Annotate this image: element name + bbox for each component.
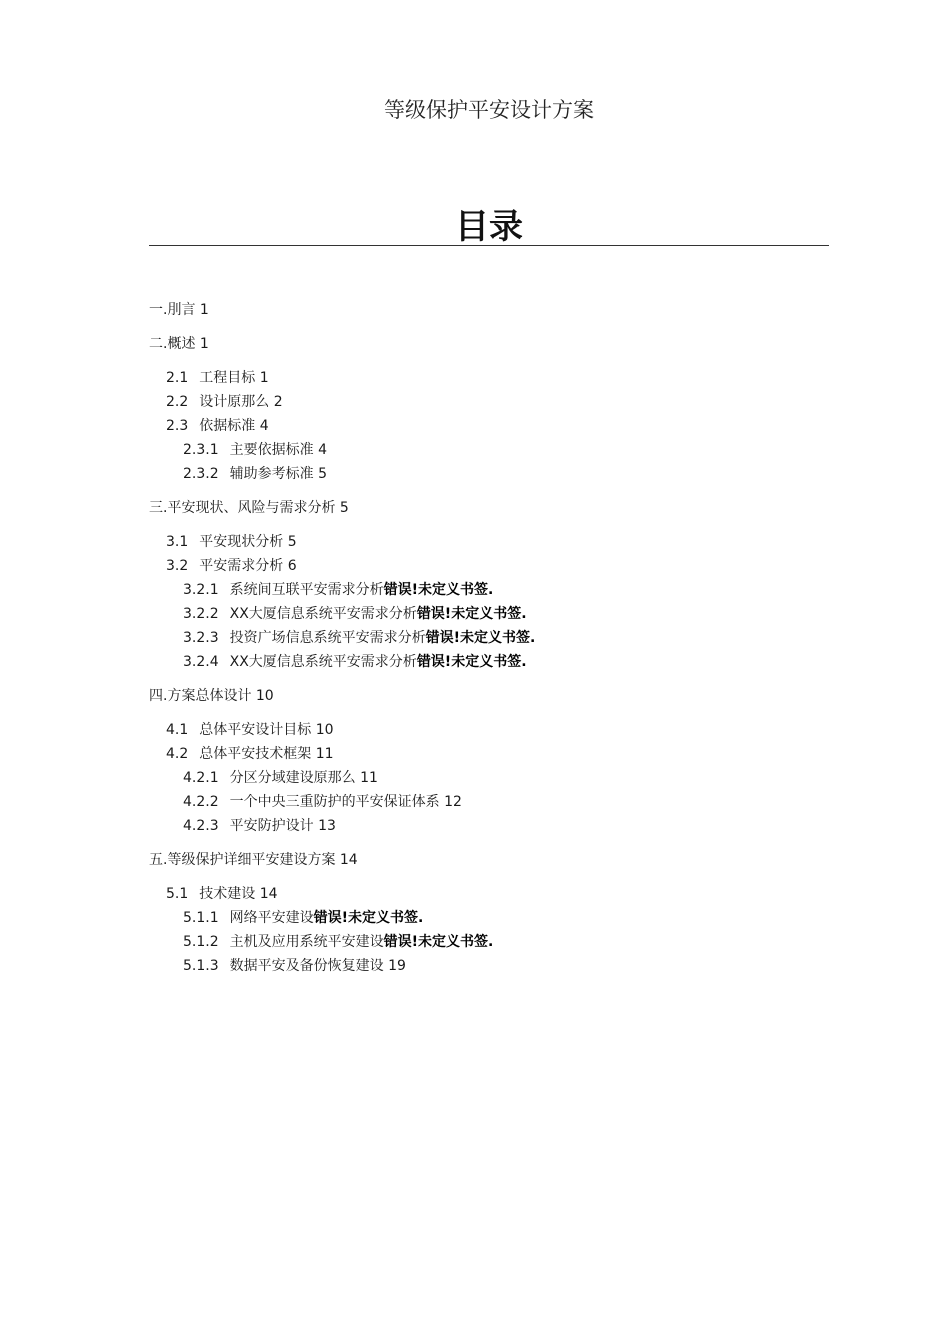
toc-entry-number: 3.2.4: [183, 654, 219, 670]
toc-entry-number: 5.1.2: [183, 934, 219, 950]
toc-entry-label: 二.概述: [149, 336, 196, 352]
toc-entry[interactable]: [183, 956, 406, 976]
toc-entry[interactable]: [166, 744, 334, 764]
toc-entry-number: 2.3.2: [183, 466, 219, 482]
toc-entry-number: 4.2: [166, 746, 189, 762]
toc-entry-label: 主机及应用系统平安建设: [229, 934, 384, 950]
toc-entry-page: 5: [313, 466, 327, 482]
toc-entry[interactable]: [149, 686, 274, 706]
toc-entry-page: 14: [255, 886, 278, 902]
document-title: 等级保护平安设计方案: [384, 98, 594, 122]
toc-entry[interactable]: [149, 300, 209, 320]
toc-entry[interactable]: [149, 498, 349, 518]
toc-entry-error: 错误!未定义书签.: [313, 910, 424, 926]
toc-entry-number: 4.2.3: [183, 818, 219, 834]
toc-entry-number: 3.1: [166, 534, 189, 550]
toc-entry-page: 13: [313, 818, 336, 834]
toc-entry-error: 错误!未定义书签.: [425, 630, 536, 646]
toc-entry[interactable]: [183, 464, 327, 484]
toc-entry-label: 平安现状分析: [199, 534, 284, 550]
toc-entry-label: 辅助参考标准: [229, 466, 314, 482]
toc-entry-label: 投资广场信息系统平安需求分析: [229, 630, 426, 646]
toc-entry-page: 1: [195, 336, 209, 352]
toc-entry[interactable]: [166, 532, 297, 552]
toc-entry-label: 系统间互联平安需求分析: [229, 582, 384, 598]
toc-entry[interactable]: [183, 908, 423, 928]
toc-entry-label: 设计原那么: [199, 394, 270, 410]
toc-entry[interactable]: [166, 720, 334, 740]
toc-entry-label: 总体平安技术框架: [199, 746, 312, 762]
toc-entry[interactable]: [183, 580, 493, 600]
toc-entry[interactable]: [166, 392, 283, 412]
toc-entry-label: 工程目标: [199, 370, 256, 386]
toc-entry-error: 错误!未定义书签.: [416, 606, 527, 622]
toc-entry-label: 总体平安设计目标: [199, 722, 312, 738]
toc-entry-error: 错误!未定义书签.: [416, 654, 527, 670]
toc-entry-label: 依据标准: [199, 418, 256, 434]
toc-entry[interactable]: [183, 604, 527, 624]
toc-entry-page: 12: [439, 794, 462, 810]
toc-entry-number: 2.1: [166, 370, 189, 386]
toc-entry-page: 4: [313, 442, 327, 458]
toc-entry-page: 1: [195, 302, 209, 318]
toc-entry[interactable]: [183, 440, 327, 460]
toc-entry[interactable]: [183, 652, 527, 672]
toc-entry-label: 平安防护设计: [229, 818, 314, 834]
toc-entry-page: 11: [355, 770, 378, 786]
toc-entry-number: 2.3.1: [183, 442, 219, 458]
toc-entry-page: 1: [255, 370, 269, 386]
toc-heading: 目录: [149, 205, 829, 246]
toc-entry-number: 3.2.2: [183, 606, 219, 622]
toc-entry-number: 2.3: [166, 418, 189, 434]
toc-entry[interactable]: [183, 792, 462, 812]
toc-entry-label: 五.等级保护详细平安建设方案: [149, 852, 336, 868]
toc-entry[interactable]: [149, 334, 209, 354]
toc-entry-page: 14: [335, 852, 358, 868]
toc-entry[interactable]: [149, 850, 358, 870]
toc-entry-error: 错误!未定义书签.: [383, 934, 494, 950]
toc-entry-label: 主要依据标准: [229, 442, 314, 458]
toc-entry-label: 一个中央三重防护的平安保证体系: [229, 794, 440, 810]
toc-entry-label: XX大厦信息系统平安需求分析: [229, 654, 417, 670]
toc-entry-label: 平安需求分析: [199, 558, 284, 574]
toc-entry-label: 数据平安及备份恢复建设: [229, 958, 384, 974]
toc-entry-number: 3.2.3: [183, 630, 219, 646]
toc-entry[interactable]: [183, 816, 336, 836]
toc-entry-label: 三.平安现状、风险与需求分析: [149, 500, 336, 516]
toc-entry-page: 19: [383, 958, 406, 974]
toc-entry-label: XX大厦信息系统平安需求分析: [229, 606, 417, 622]
toc-entry-number: 4.2.1: [183, 770, 219, 786]
toc-entry-label: 网络平安建设: [229, 910, 314, 926]
toc-entry-page: 10: [251, 688, 274, 704]
toc-entry-page: 6: [283, 558, 297, 574]
toc-entry[interactable]: [183, 628, 535, 648]
toc-entry-number: 3.2: [166, 558, 189, 574]
toc-entry-page: 5: [283, 534, 297, 550]
toc-entry-number: 5.1.1: [183, 910, 219, 926]
toc-entry[interactable]: [183, 768, 378, 788]
toc-entry-label: 技术建设: [199, 886, 256, 902]
toc-entry-page: 11: [311, 746, 334, 762]
toc-entry-error: 错误!未定义书签.: [383, 582, 494, 598]
toc-entry-number: 5.1: [166, 886, 189, 902]
toc-entry-number: 2.2: [166, 394, 189, 410]
toc-entry-label: 分区分域建设原那么: [229, 770, 356, 786]
toc-entry-page: 10: [311, 722, 334, 738]
toc-entry-page: 4: [255, 418, 269, 434]
toc-entry[interactable]: [166, 416, 269, 436]
toc-entry-page: 5: [335, 500, 349, 516]
toc-entry-label: 一.刖言: [149, 302, 196, 318]
toc-entry-number: 5.1.3: [183, 958, 219, 974]
toc-entry[interactable]: [183, 932, 493, 952]
toc-entry[interactable]: [166, 556, 297, 576]
toc-entry[interactable]: [166, 884, 278, 904]
toc-entry-number: 4.2.2: [183, 794, 219, 810]
toc-entry-page: 2: [269, 394, 283, 410]
toc-entry-label: 四.方案总体设计: [149, 688, 252, 704]
toc-entry[interactable]: [166, 368, 269, 388]
toc-entry-number: 4.1: [166, 722, 189, 738]
toc-entry-number: 3.2.1: [183, 582, 219, 598]
